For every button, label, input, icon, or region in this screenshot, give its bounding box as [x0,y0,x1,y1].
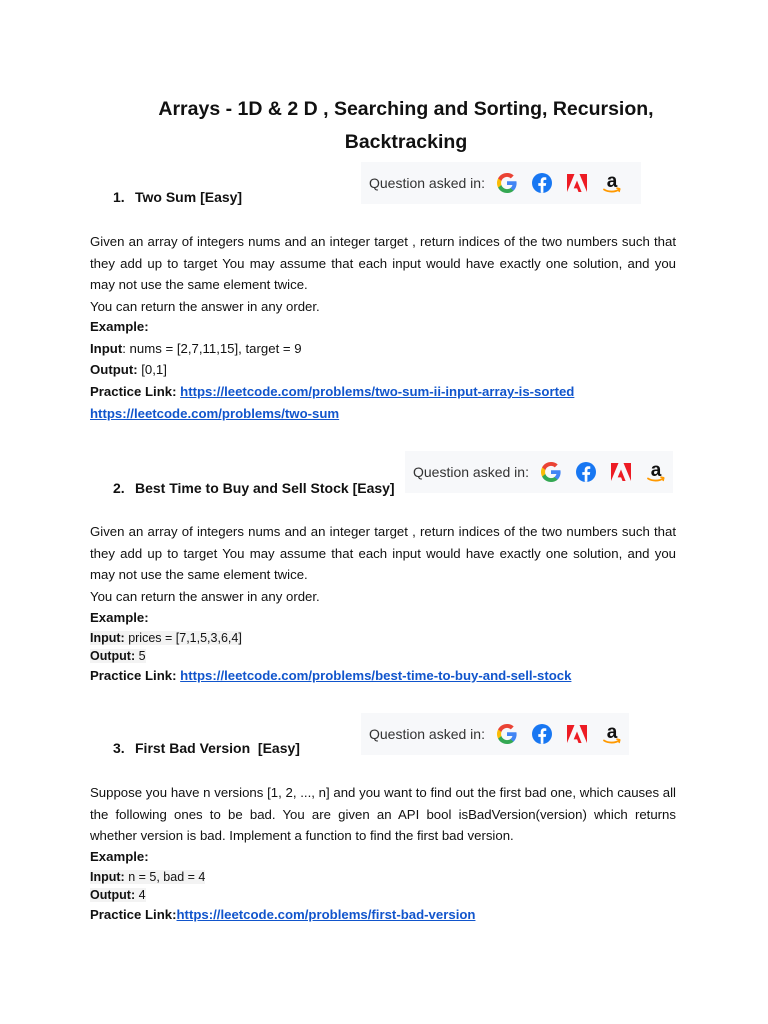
practice-link-row [90,384,574,399]
question-asked-in-banner [361,162,641,204]
example-label: Example: [90,319,149,334]
question-title: Best Time to Buy and Sell Stock [Easy] [135,480,395,496]
practice-link[interactable]: https://leetcode.com/problems/first-bad-version [176,907,476,922]
example-input [90,341,302,356]
title-line-2: Backtracking [344,131,468,153]
adobe-icon [565,171,589,195]
example-input [90,870,205,884]
example-input [90,631,242,645]
adobe-icon [609,460,633,484]
google-icon [539,460,563,484]
output-value: 5 [135,649,146,663]
question-asked-in-banner [361,713,629,755]
example-output [90,888,146,902]
practice-link-label: Practice Link: [90,384,181,399]
example-output [90,362,167,377]
question-title: First Bad Version [Easy] [135,740,300,756]
practice-link[interactable]: https://leetcode.com/problems/two-sum-ii-input-array-is-sorted [180,384,575,399]
input-value: : nums = [2,7,11,15], target = 9 [122,341,302,356]
facebook-icon [530,171,554,195]
question-number: 2. [113,480,125,496]
asked-in-label: Question asked in: [413,464,529,480]
description-paragraph: You can return the answer in any order. [90,298,320,314]
question-title: Two Sum [Easy] [135,189,243,205]
description-paragraph: You can return the answer in any order. [90,588,320,604]
google-icon [495,171,519,195]
input-label: Input: [90,870,125,884]
input-value: n = 5, bad = 4 [124,870,206,884]
practice-link[interactable]: https://leetcode.com/problems/best-time-to-buy-and-sell-stock [180,668,572,683]
example-label: Example: [90,610,149,625]
practice-link-row [90,668,571,683]
description-paragraph: Suppose you have n versions [1, 2, ..., n] and you want to find out the first bad one, which causes all the following ones to be bad. You are given an API bool isBadVersion(version) which returns whether version is bad. Implement a function to find the first bad version. [90,785,676,843]
asked-in-label: Question asked in: [369,726,485,742]
output-value: 4 [135,888,146,902]
amazon-icon [644,460,668,484]
facebook-icon [574,460,598,484]
example-output [90,649,146,663]
question-heading [113,480,395,496]
question-number: 3. [113,740,125,756]
output-value: [0,1] [137,362,167,377]
question-description [90,231,676,317]
adobe-icon [565,722,589,746]
facebook-icon [530,722,554,746]
output-label: Output: [90,649,136,663]
question-heading [113,189,242,205]
question-description [90,521,676,607]
practice-link[interactable]: https://leetcode.com/problems/two-sum [90,406,340,421]
title-line-1: Arrays - 1D & 2 D , Searching and Sorting, Recursion, [158,98,654,120]
output-label: Output: [90,362,138,377]
amazon-icon [600,171,624,195]
question-number: 1. [113,189,125,205]
output-label: Output: [90,888,136,902]
input-value: prices = [7,1,5,3,6,4] [124,631,242,645]
practice-link-label: Practice Link: [90,668,181,683]
description-paragraph: Given an array of integers nums and an integer target , return indices of the two numbers such that they add up to target You may assume that each input would have exactly one solution, and you may not use the same element twice. [90,234,676,292]
google-icon [495,722,519,746]
practice-link-row [90,406,339,421]
asked-in-label: Question asked in: [369,175,485,191]
description-paragraph: Given an array of integers nums and an integer target , return indices of the two numbers such that they add up to target You may assume that each input would have exactly one solution, and you may not use the same element twice. [90,524,676,582]
practice-link-label: Practice Link: [90,907,177,922]
question-heading [113,740,300,756]
document-title [90,93,722,159]
amazon-icon [600,722,624,746]
question-description [90,782,676,847]
example-label: Example: [90,849,149,864]
input-label: Input [90,341,123,356]
input-label: Input: [90,631,125,645]
practice-link-row [90,907,475,922]
question-asked-in-banner [405,451,673,493]
